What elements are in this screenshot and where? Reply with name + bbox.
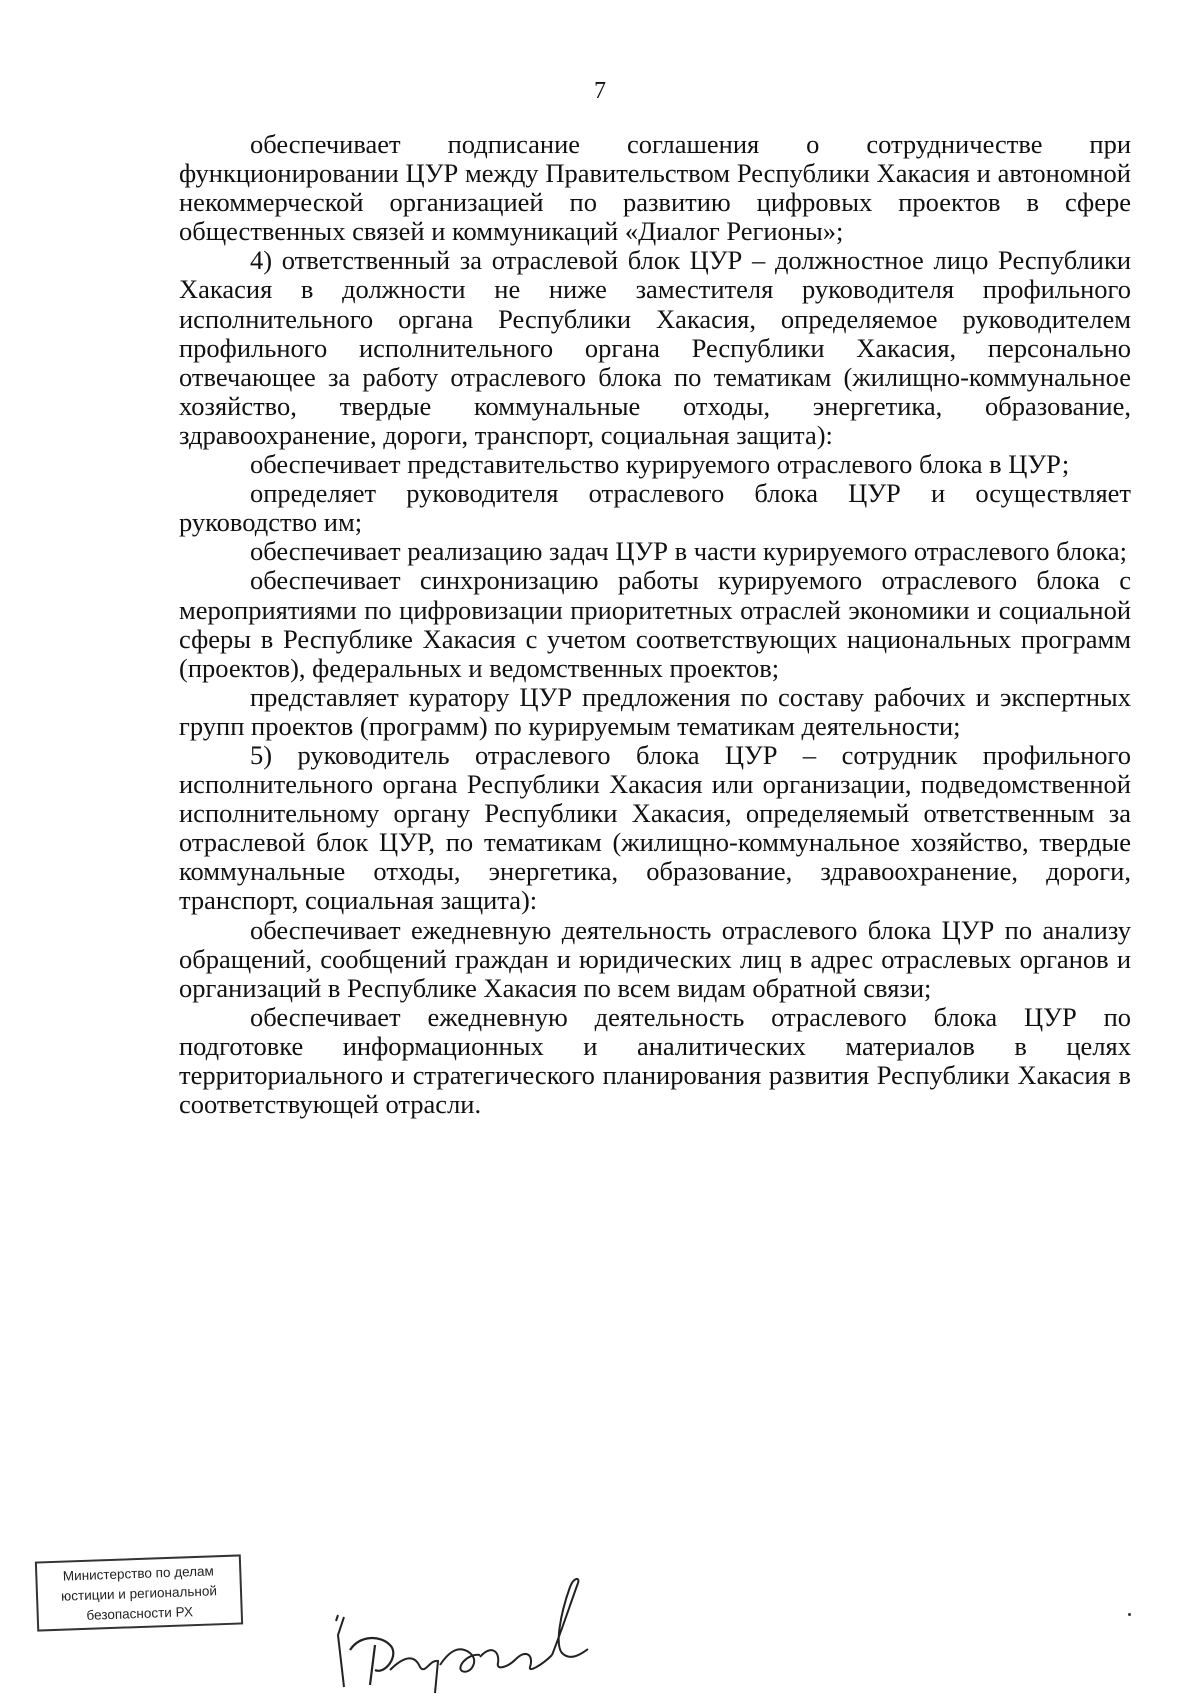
signature-icon [330, 1575, 600, 1695]
document-body [179, 130, 1131, 1119]
stamp-line: юстиции и региональной [60, 1583, 218, 1604]
paragraph: определяет руководителя отраслевого блока ЦУР и осуществляет руководство им; [179, 478, 1131, 538]
paragraph: 4) ответственный за отраслевой блок ЦУР – должностное лицо Республики Хакасия в должности не ниже заместителя руководителя профильного исполнительного органа Республики Хакасия, определяемое руководителем профильного исполнительного органа Республики Хакасия, персонально отвечающее за работу отраслевого блока по тематикам (жилищно-коммунальное хозяйство, твердые коммунальные отходы, энергетика, образование, здравоохранение, дороги, транспорт, социальная защита): [179, 245, 1131, 450]
paragraph: 5) руководитель отраслевого блока ЦУР – сотрудник профильного исполнительного органа Республики Хакасия или организации, подведомственной исполнительному органу Республики Хакасия, определяемый ответственным за отраслевой блок ЦУР, по тематикам (жилищно-коммунальное хозяйство, твердые коммунальные отходы, энергетика, образование, здравоохранение, дороги, транспорт, социальная защита): [179, 739, 1131, 916]
paragraph: обеспечивает ежедневную деятельность отраслевого блока ЦУР по анализу обращений, сообщений граждан и юридических лиц в адрес отраслевых органов и организаций в Республике Хакасия по всем видам обратной связи; [179, 914, 1131, 1003]
paragraph: представляет куратору ЦУР предложения по составу рабочих и экспертных групп проектов (программ) по курируемым тематикам деятельности; [179, 681, 1131, 741]
stamp-line: Министерство по делам [62, 1563, 215, 1584]
mark-dot [1128, 1613, 1131, 1616]
stamp-line: безопасности РХ [86, 1604, 194, 1623]
page-number: 7 [594, 78, 606, 104]
paragraph: обеспечивает реализацию задач ЦУР в части курируемого отраслевого блока; [250, 536, 1127, 567]
paragraph: обеспечивает подписание соглашения о сотрудничестве при функционировании ЦУР между Правительством Республики Хакасия и автономной некоммерческой организацией по развитию цифровых проектов в сфере общественных связей и коммуникаций «Диалог Регионы»; [179, 129, 1131, 247]
paragraph: обеспечивает синхронизацию работы курируемого отраслевого блока с мероприятиями по цифровизации приоритетных отраслей экономики и социальной сферы в Республике Хакасия с учетом соответствующих национальных программ (проектов), федеральных и ведомственных проектов; [179, 565, 1131, 683]
paragraph: обеспечивает представительство курируемого отраслевого блока в ЦУР; [250, 449, 1070, 480]
paragraph: обеспечивает ежедневную деятельность отраслевого блока ЦУР по подготовке информационных и аналитических материалов в целях территориального и стратегического планирования развития Республики Хакасия в соответствующей отрасли. [179, 1001, 1131, 1120]
ministry-stamp [35, 1554, 243, 1631]
